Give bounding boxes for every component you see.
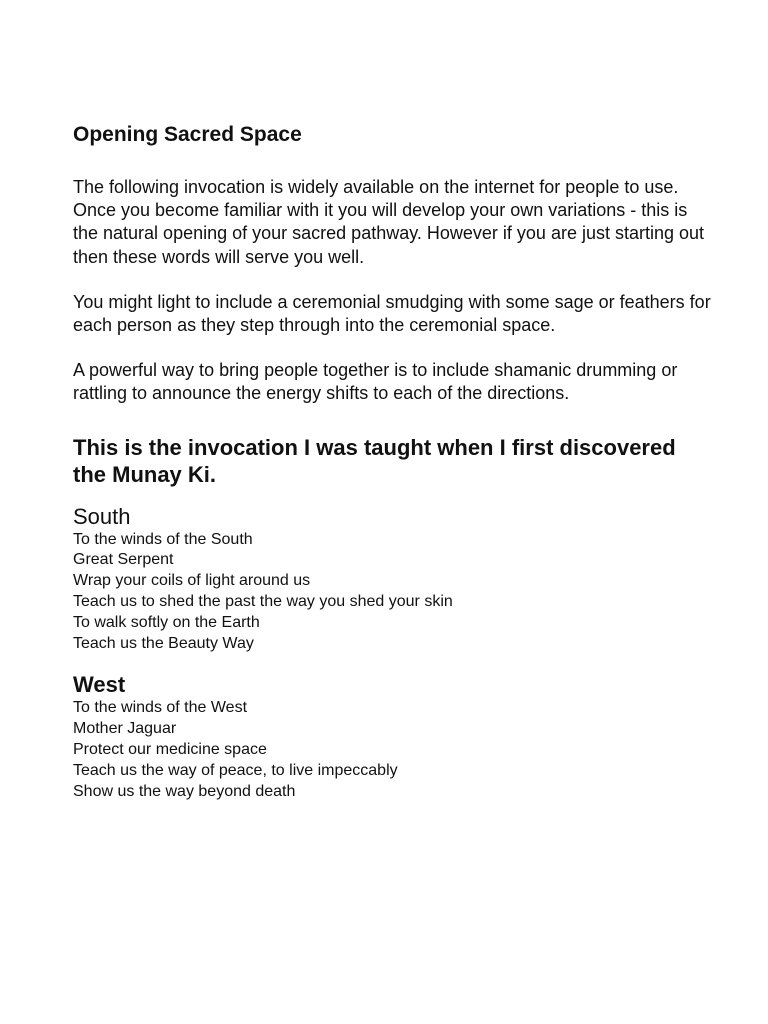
invocation-line: Teach us the way of peace, to live impeccably xyxy=(73,761,398,779)
invocation-line: Protect our medicine space xyxy=(73,741,267,758)
invocation-lines-west xyxy=(73,698,713,802)
direction-title-west: West xyxy=(73,672,126,698)
invocation-line: To walk softly on the Earth xyxy=(73,613,260,631)
invocation-line: To the winds of the West xyxy=(73,699,248,717)
intro-paragraph: The following invocation is widely available on the internet for people to use. Once you become familiar with it you will develop your own variations - this is the natural opening of your sacred pathway. However if you are just starting out then these words will serve you well. xyxy=(73,177,705,267)
invocation-lines-south xyxy=(73,530,713,655)
page-title: Opening Sacred Space xyxy=(73,123,302,146)
smudging-paragraph: You might light to include a ceremonial smudging with some sage or feathers for each person as they step through into the ceremonial space. xyxy=(73,291,711,336)
direction-south xyxy=(73,504,713,655)
invocation-line: Show us the way beyond death xyxy=(73,782,296,800)
invocation-line: To the winds of the South xyxy=(73,530,253,548)
document-page xyxy=(73,121,713,820)
invocation-line: Mother Jaguar xyxy=(73,720,177,738)
invocation-line: Teach us to shed the past the way you shed your skin xyxy=(73,593,453,611)
invocation-line: Teach us the Beauty Way xyxy=(73,634,254,652)
invocation-line: Great Serpent xyxy=(73,551,174,569)
direction-title-south: South xyxy=(73,503,131,529)
invocation-line: Wrap your coils of light around us xyxy=(73,572,311,590)
invocation-heading: This is the invocation I was taught when I first discovered the Munay Ki. xyxy=(73,434,676,487)
direction-west xyxy=(73,672,713,802)
drumming-paragraph: A powerful way to bring people together is to include shamanic drumming or rattling to announce the energy shifts to each of the directions. xyxy=(73,360,678,404)
